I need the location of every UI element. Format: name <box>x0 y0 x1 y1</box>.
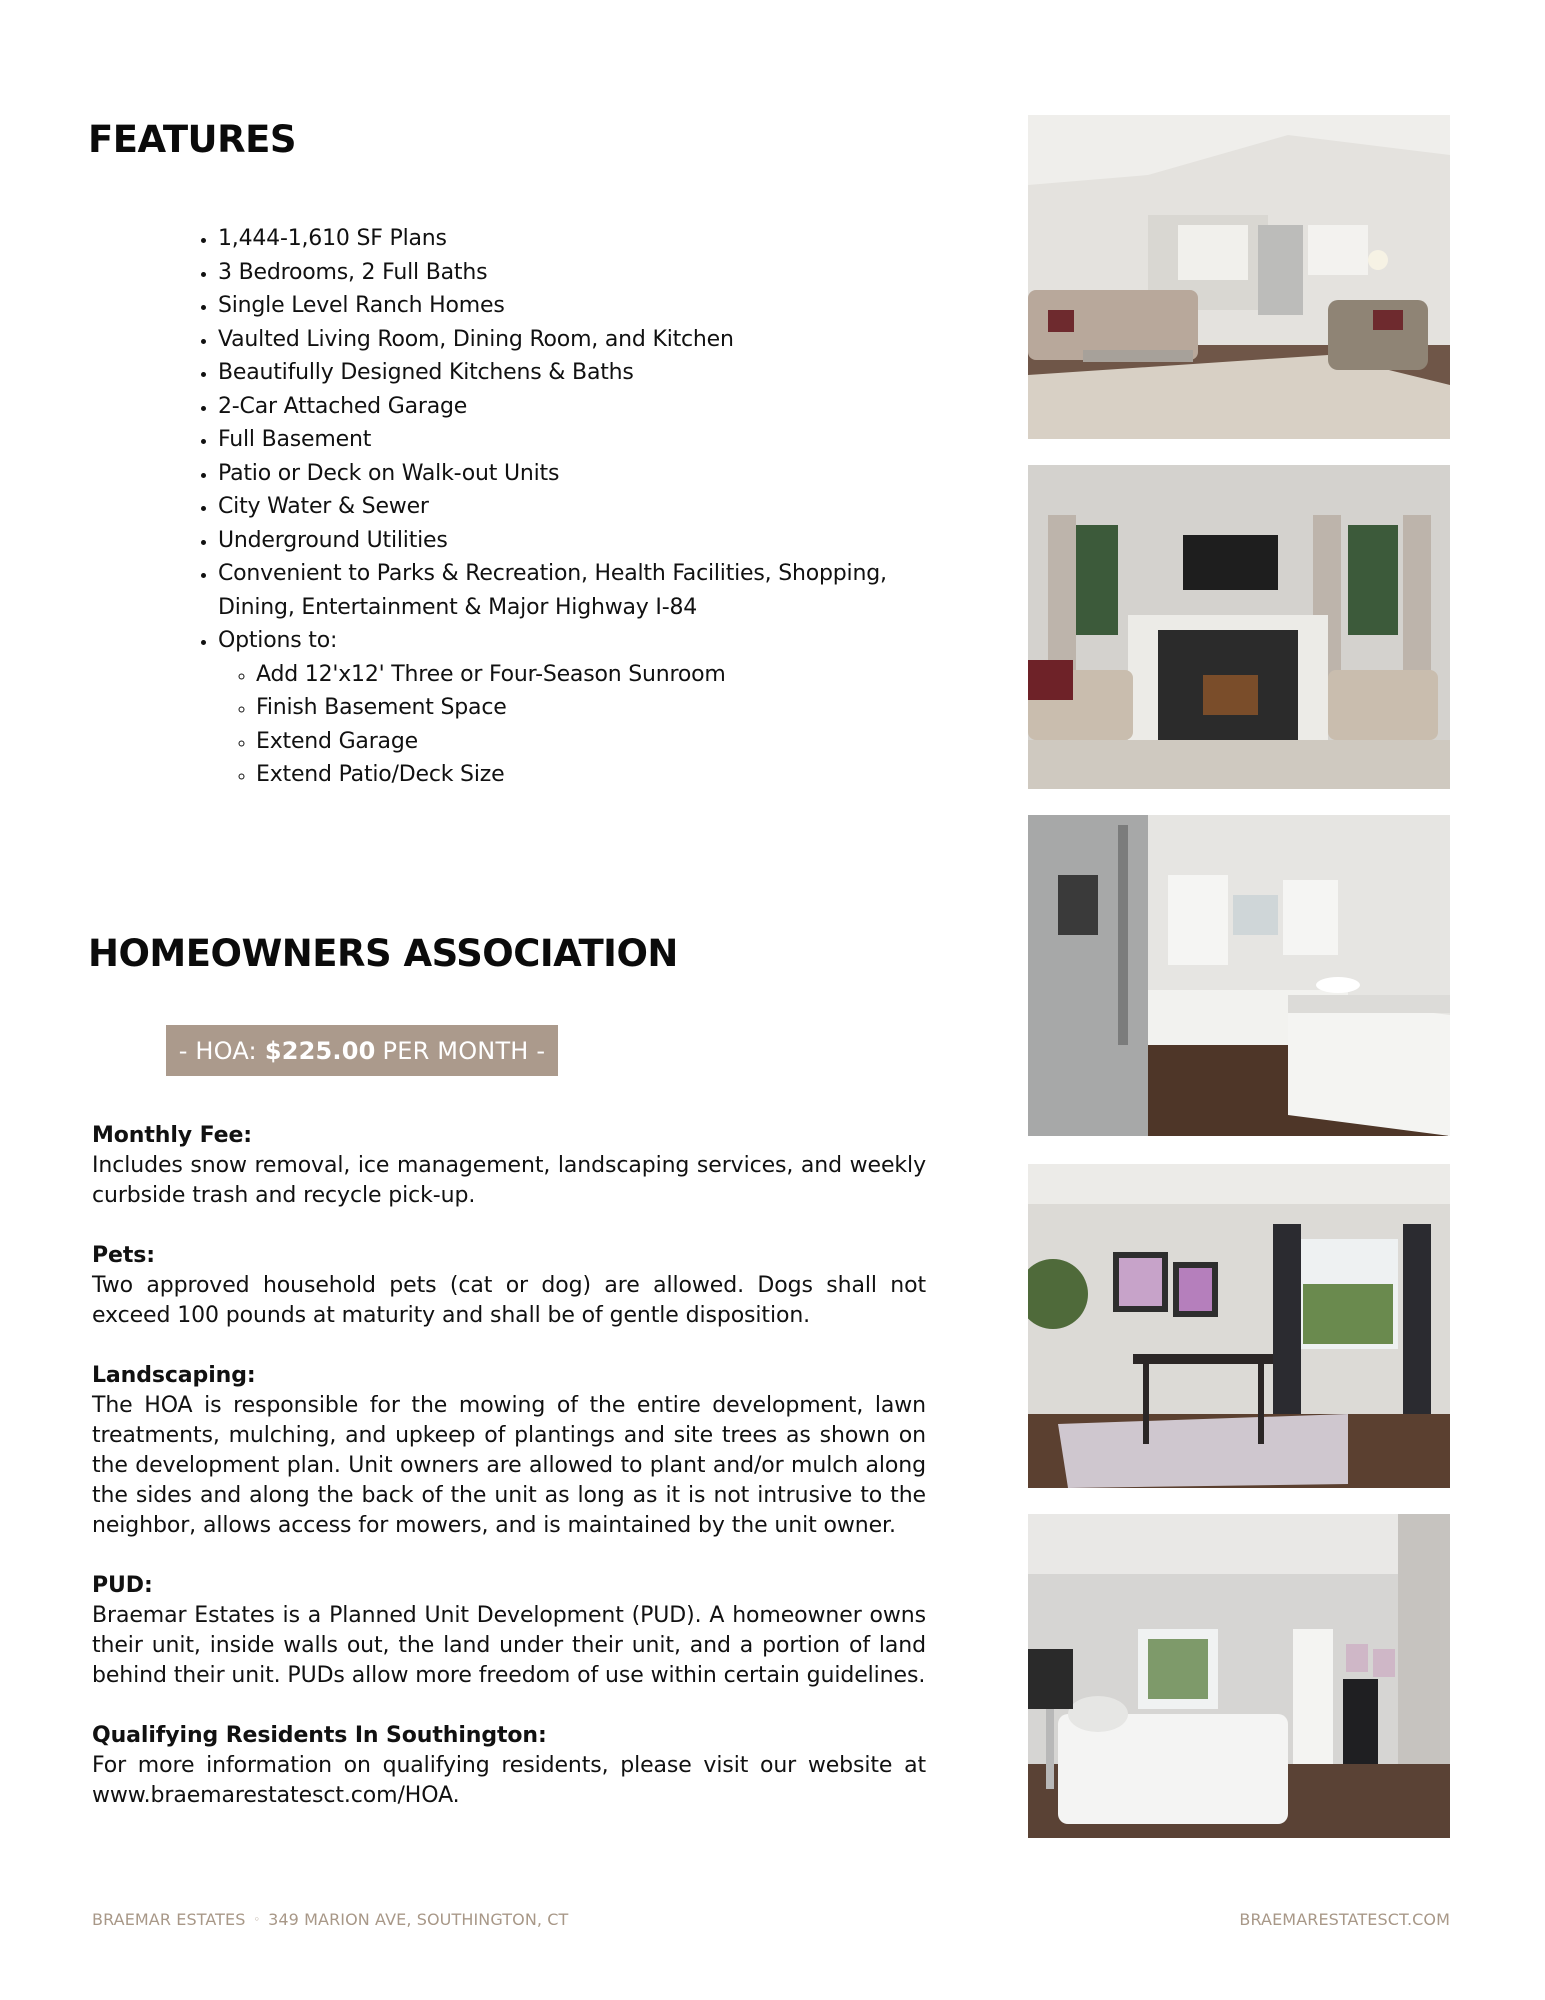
section-title: PUD: <box>92 1573 153 1598</box>
option-item: ◦ Finish Basement Space <box>256 691 898 725</box>
feature-item: • Patio or Deck on Walk-out Units <box>218 457 898 491</box>
footer-address <box>92 1910 568 1929</box>
hoa-badge-amount: $225.00 <box>264 1036 376 1065</box>
hoa-heading: HOMEOWNERS ASSOCIATION <box>88 932 678 975</box>
features-heading: FEATURES <box>88 118 297 161</box>
feature-item: • Full Basement <box>218 423 898 457</box>
photo-fireplace <box>1028 465 1450 789</box>
hoa-section-qualifying-residents <box>92 1721 926 1811</box>
section-title: Monthly Fee: <box>92 1123 252 1148</box>
feature-item: • 3 Bedrooms, 2 Full Baths <box>218 256 898 290</box>
feature-item: • Underground Utilities <box>218 524 898 558</box>
hoa-section-pud <box>92 1571 926 1691</box>
feature-item: • City Water & Sewer <box>218 490 898 524</box>
hoa-badge-prefix: - HOA: <box>178 1036 257 1065</box>
section-body: The HOA is responsible for the mowing of the entire development, lawn treatments, mulching, and upkeep of plantings and site trees as shown on the development plan. Unit owners are allowed to plant and/or mulch along the sides and along the back of the unit as long as it is not intrusive to the neighbor, allows access for mowers, and is maintained by the unit owner. <box>92 1393 926 1538</box>
feature-item: • Beautifully Designed Kitchens & Baths <box>218 356 898 390</box>
section-body: Braemar Estates is a Planned Unit Development (PUD). A homeowner owns their unit, inside walls out, the land under their unit, and a portion of land behind their unit. PUDs allow more freedom of use within certain guidelines. <box>92 1603 926 1688</box>
photo-kitchen <box>1028 815 1450 1136</box>
hoa-section-monthly-fee <box>92 1121 926 1211</box>
feature-item: • 1,444-1,610 SF Plans <box>218 222 898 256</box>
options-list <box>218 658 898 792</box>
section-body: Includes snow removal, ice management, landscaping services, and weekly curbside trash and recycle pick-up. <box>92 1153 926 1208</box>
section-body: Two approved household pets (cat or dog) are allowed. Dogs shall not exceed 100 pounds at maturity and shall be of gentle disposition. <box>92 1273 926 1328</box>
footer-separator: ◦ <box>253 1913 261 1926</box>
photo-bedroom <box>1028 1514 1450 1838</box>
feature-item: • 2-Car Attached Garage <box>218 390 898 424</box>
option-item: ◦ Extend Patio/Deck Size <box>256 758 898 792</box>
footer-company: BRAEMAR ESTATES <box>92 1910 246 1929</box>
section-body: For more information on qualifying residents, please visit our website at www.braemarestatesct.com/HOA. <box>92 1753 926 1808</box>
footer-street: 349 MARION AVE, SOUTHINGTON, CT <box>268 1910 569 1929</box>
option-item: ◦ Extend Garage <box>256 725 898 759</box>
hoa-fee-badge <box>166 1025 558 1076</box>
feature-item: • Single Level Ranch Homes <box>218 289 898 323</box>
section-title: Qualifying Residents In Southington: <box>92 1723 547 1748</box>
photo-office <box>1028 1164 1450 1488</box>
section-title: Landscaping: <box>92 1363 256 1388</box>
option-item: ◦ Add 12'x12' Three or Four-Season Sunroom <box>256 658 898 692</box>
options-label: Options to: <box>218 628 338 653</box>
photo-living-room <box>1028 115 1450 439</box>
hoa-badge-suffix: PER MONTH - <box>382 1036 546 1065</box>
feature-item: • Convenient to Parks & Recreation, Health Facilities, Shopping, Dining, Entertainment & Major Highway I-84 <box>218 557 898 624</box>
footer-website-link[interactable]: BRAEMARESTATESCT.COM <box>1239 1910 1450 1929</box>
hoa-sections <box>92 1121 926 1841</box>
feature-item: • Vaulted Living Room, Dining Room, and Kitchen <box>218 323 898 357</box>
hoa-section-pets <box>92 1241 926 1331</box>
feature-item-options <box>218 624 898 792</box>
section-title: Pets: <box>92 1243 155 1268</box>
features-list <box>180 222 898 792</box>
hoa-section-landscaping <box>92 1361 926 1541</box>
